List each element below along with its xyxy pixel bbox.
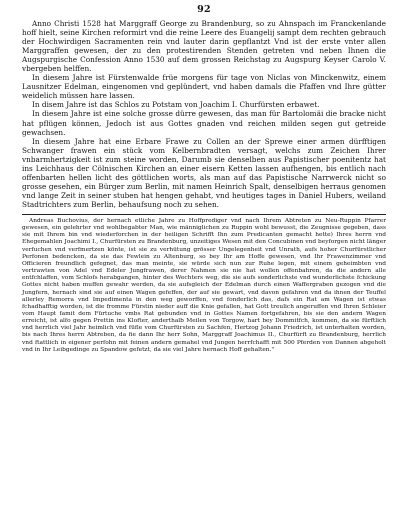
footnote-divider <box>22 214 386 215</box>
paragraph: In diesem Jahre ist eine solche grosse dürre gewesen, das man für Bartolomäi die bracke nicht hat pflügen können, Jedoch ist aus Gottes gnaden vnd reichen milden segen gut getreide gewachsen. <box>22 109 386 137</box>
paragraph: In diesem Jahre hat eine Erbare Frawe zu Collen an der Sprewe einer armen dürfftigen Schwanger frawen ein stück vom Kelbernbradten versagt, welchs zum Zeichen Ihrer vnbarmhertzigkeit ist zum steine worden, Darumb sie denselben aus Papistischer poenitentz hat ins Leichhaus der Cölnischen Kirchen an einer eisern Ketten lassen aufhengen, bis entlich nach offenbarten hellen licht des göttlichen worts, als man auf das Papistische Narrwerck nicht so grosse gesehen, ein Bürger zum Berlin, mit namen Heinrich Spalt, denselbigen herraus genomen vnd lange Zeit in seiner stuben hat hengen gehabt, vnd heutiges tages in Daniel Hubers, weiland Stadtrichters zum Berlin, behaufsung noch zu sehen. <box>22 136 386 209</box>
page-number: 92 <box>197 4 211 15</box>
footnote <box>22 218 386 354</box>
paragraph: In diesem Jahre ist Fürstenwalde früe morgens für tage von Niclas von Minckenwitz, einem Lausnitzer Edelman, eingenomen vnd geplündert, vnd haben damals die Pfaffen vnd Ihre gütter weidelich müssen hare lassen. <box>22 73 386 101</box>
paragraph: In disem Jahre ist das Schlos zu Potstam von Joachim I. Churfürsten erbawet. <box>32 100 320 110</box>
paragraph: Anno Christi 1528 hat Marggraff George zu Brandenburg, so zu Ahnspach im Franckenlande hoff hielt, seine Kirchen reformirt vnd die reine Leere des Euangelij sampt dem rechten gebrauch der Hochwirdigen Sacramenten rein vnd lauter darin gepflantzt Vnd ist der erste vnter allen Marggraffen gewesen, der zu den protestirenden Stenden getreten vnd neben Ihnen die Augspurgische Confession Anno 1530 auf dem grossen Reichstag zu Augspurg Keyser Carolo V. vbergeben helffen. <box>22 19 386 74</box>
main-text <box>22 19 386 209</box>
footnote-text: Andreas Buchovius, der hernach etliche Jahre zu Hoffprediger vnd nach Ihrem Abtreten zu Neu-Ruppin Pfarrer gewesen, ein gelehrter vnd wohlbegabter Man, wie männiglichen zu Ruppin wohl bewusst, die Zeugnisse gegeben, dass sie mit Ihrem bin vnd wiederforchen in der heiligen Schrifft Ihn zum Predicanten gemacht hette) Ihres herrn vnd Ehegemahlen Joachimi I., Churfürsten zu Brandenburg, unzeitiges Wesen mit den Concubinen vnd beyforgen nicht länger verfuchen vnd verfmertzen könte, ist sie zu verhütung grösser Ungelegenheit vnd Unrath, aufs hoher Churfürstlicher Perfonen bedencken, da sie das Fewlein zu Altenburg, so bey Ihr am Hoffe gewesen, vnd Ihr Frawenzimmer vnd Officieren freundlich gefegnet, das man meinte, sie würde sich nun zur Ruhe legen, mit einem geheimbten vnd vertrawten von Adel vnd Edeler Jungfrawen, derer Nahmen sie nie hat wollen offenbahren, da die andern alle entfchlaffen, vom Schlofs herabgangen, hinter des Wechters weg, die sie aufs sonderlichste vnd wunderlichste fchickung Gottes nicht haben muffen gewahr werden, da sie aufsgleich der Edelman durch einen Waffergraben gezogen vnd die Jungfern, hernach sind sie auf einen Wagen gefeffen, der auf sie gewart, vnd davon gefahren vnd da ihnen der Teuffel allerley Remorra vnd Impedimenta in den weg geworffen, vnd fonderlich das, dafs ein Rat am Wagen ist etwas fchadhafftig worden, ist die fromme Fürstin nieder auff die Knie gefallen, hat Gott treulich angeruffen vnd Ihren Schleier vom Haupt famit dem Fürtuche vmbs Rat gebunden vnd in Gottes Namen fortgefahren, bis sie den andern Wagen erreicht, ist alfo gegen Prettin ins Klofter, anderthalb Meilen von Torgow, hart bey Dommitfch, kommen, da sie fürftlich vnd herrlich viel Jahr heimlich vnd füfle vom Churfürsten zu Sachfen, Hertzog Johann Friedrich, ist unterhalten worden, bis nach Ihres herrn Abtreben, da fie dann Ihr herr Sohn, Marggraff Joachimus II., Churfürft zu Brandenburg, herrlich vnd ftattlich in eigener perfohn mit feinen andern gemahel vnd Jungen herrfchafft mit 500 Pferden von Dannen abgeholt vnd in Ihr Leibgedinge zu Spandow gefetzt, da sie viel Jahre hernach Hoff gehalten." <box>22 217 386 353</box>
